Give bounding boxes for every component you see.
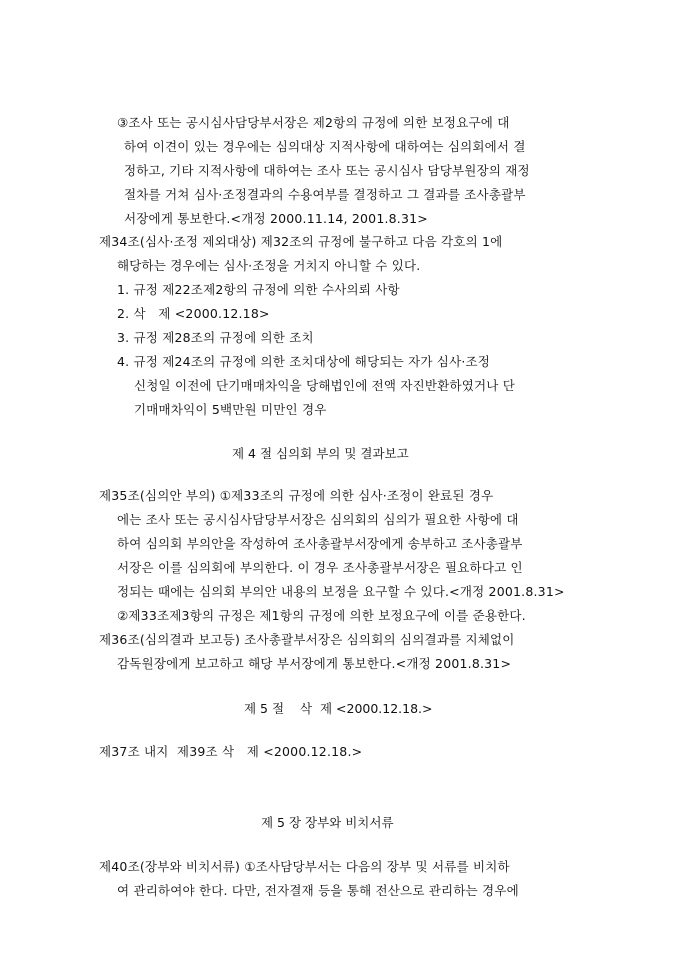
article-34-item-1: 1. 규정 제22조제2항의 규정에 의한 수사의뢰 사항 [117,282,400,297]
para-3-line-2: 하여 이견이 있는 경우에는 심의대상 지적사항에 대하여는 심의회에서 결 [124,139,526,154]
article-34-line-1: 제34조(심사·조정 제외대상) 제32조의 규정에 불구하고 다음 각호의 1에 [99,234,503,249]
article-35-line-5: 정되는 때에는 심의회 부의안 내용의 보정을 요구할 수 있다.<개정 2001.8.31> [117,584,565,599]
article-34-item-4-line-1: 4. 규정 제24조의 규정에 의한 조치대상에 해당되는 자가 심사·조정 [117,354,491,369]
article-40-line-2: 여 관리하여야 한다. 다만, 전자결재 등을 통해 전산으로 관리하는 경우에 [117,883,519,898]
articles-37-39: 제37조 내지 제39조 삭 제 <2000.12.18.> [99,744,363,759]
article-34-item-4-line-3: 기매매차익이 5백만원 미만인 경우 [134,402,327,417]
section-5-heading: 제 5 절 삭 제 <2000.12.18.> [244,701,433,716]
chapter-5-heading: 제 5 장 장부와 비치서류 [261,815,394,830]
article-34-line-2: 해당하는 경우에는 심사·조정을 거치지 아니할 수 있다. [117,258,421,273]
para-3-line-3: 정하고, 기타 지적사항에 대하여는 조사 또는 공시심사 담당부원장의 재정 [124,163,530,178]
article-34-item-4-line-2: 신청일 이전에 단기매매차익을 당해법인에 전액 자진반환하였거나 단 [134,378,516,393]
article-34-item-3: 3. 규정 제28조의 규정에 의한 조치 [117,330,314,345]
article-35-line-1: 제35조(심의안 부의) ①제33조의 규정에 의한 심사·조정이 완료된 경우 [99,488,494,503]
article-35-line-6: ②제33조제3항의 규정은 제1항의 규정에 의한 보정요구에 이를 준용한다. [117,608,526,623]
article-35-line-2: 에는 조사 또는 공시심사담당부서장은 심의회의 심의가 필요한 사항에 대 [117,512,519,527]
article-35-line-3: 하여 심의회 부의안을 작성하여 조사총괄부서장에게 송부하고 조사총괄부 [117,536,523,551]
article-36-line-1: 제36조(심의결과 보고등) 조사총괄부서장은 심의회의 심의결과를 지체없이 [99,632,515,647]
para-3-line-5: 서장에게 통보한다.<개정 2000.11.14, 2001.8.31> [124,211,428,226]
article-36-line-2: 감독원장에게 보고하고 해당 부서장에게 통보한다.<개정 2001.8.31> [117,656,512,671]
section-4-heading: 제 4 절 심의회 부의 및 결과보고 [232,446,409,461]
para-3-line-1: ③조사 또는 공시심사담당부서장은 제2항의 규정에 의한 보정요구에 대 [117,115,510,130]
article-35-line-4: 서장은 이를 심의회에 부의한다. 이 경우 조사총괄부서장은 필요하다고 인 [117,560,523,575]
article-34-item-2: 2. 삭 제 <2000.12.18> [117,306,270,321]
article-40-line-1: 제40조(장부와 비치서류) ①조사담당부서는 다음의 장부 및 서류를 비치하 [99,859,510,874]
para-3-line-4: 절차를 거쳐 심사·조정결과의 수용여부를 결정하고 그 결과를 조사총괄부 [124,187,526,202]
